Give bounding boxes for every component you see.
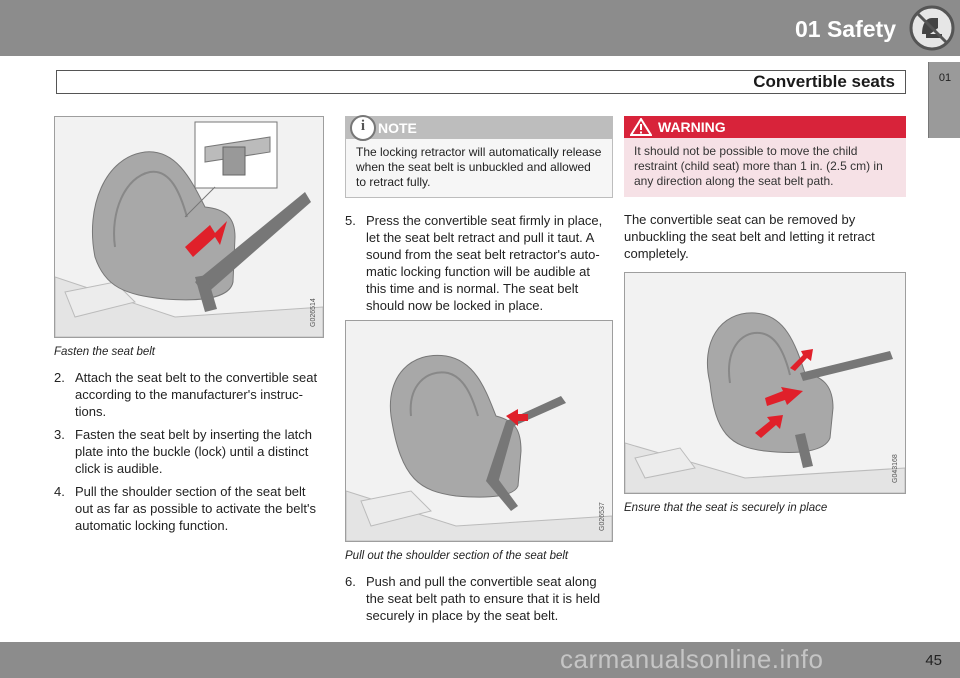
section-title: Convertible seats (753, 72, 895, 91)
page-number: 45 (925, 652, 942, 669)
figure-code: G026514 (310, 298, 317, 327)
figure-fasten-seat-belt (54, 116, 324, 338)
seat-illustration-1 (55, 117, 323, 337)
steps-list (345, 573, 613, 624)
step-number: 5. (345, 213, 356, 228)
list-item (54, 483, 324, 534)
watermark: carmanualsonline.info (560, 644, 824, 674)
warning-header (624, 116, 906, 138)
column-left (54, 116, 324, 540)
seat-illustration-3 (625, 273, 905, 493)
column-middle (345, 116, 613, 630)
figure-caption: Ensure that the seat is securely in place (624, 502, 828, 514)
note-label: NOTE (378, 120, 417, 136)
warning-box (624, 116, 906, 197)
warning-label: WARNING (658, 119, 726, 135)
list-item (54, 369, 324, 420)
figure-pull-shoulder-belt (345, 320, 613, 542)
list-item (345, 573, 613, 624)
steps-list (54, 369, 324, 534)
step-number: 3. (54, 427, 65, 442)
figure-code: G043168 (892, 454, 899, 483)
seat-illustration-2 (346, 321, 612, 541)
figure-seat-secure (624, 272, 906, 494)
step-number: 2. (54, 370, 65, 385)
note-header (346, 117, 612, 139)
chapter-tab (928, 62, 960, 138)
warning-text: It should not be possible to move the child restraint (child seat) more than 1 in. (2.5 cm) in any direction along the seat belt path. (634, 144, 883, 188)
step-text: Fasten the seat belt by inserting the latch plate into the buckle (lock) until a distinct click is audible. (75, 427, 313, 476)
info-icon: i (350, 115, 376, 141)
steps-list (345, 212, 613, 314)
step-number: 4. (54, 484, 65, 499)
paragraph: The convertible seat can be removed by unbuckling the seat belt and letting it retract completely. (624, 212, 875, 261)
step-text: Press the convertible seat firmly in place, let the seat belt retract and pull it taut. A sound from the seat belt retractor's auto-matic locking function will be audible at this time and is normal. The seat belt should now be locked in place. (366, 213, 603, 313)
no-child-seat-airbag-icon (908, 4, 956, 52)
step-text: Attach the seat belt to the convertible seat according to the manufacturer's instruc-tions. (75, 370, 318, 419)
column-right (624, 116, 906, 517)
chapter-tab-label: 01 (938, 72, 952, 84)
step-text: Pull the shoulder section of the seat belt out as far as possible to activate the belt's automatic locking function. (75, 484, 316, 533)
section-header (56, 70, 906, 94)
note-text: The locking retractor will automatically release when the seat belt is unbuckled and allowed to retract fully. (356, 145, 602, 189)
step-text: Push and pull the convertible seat along the seat belt path to ensure that it is held securely in place by the seat belt. (366, 574, 601, 623)
list-item (54, 426, 324, 477)
list-item (345, 212, 613, 314)
step-number: 6. (345, 574, 356, 589)
figure-code: G026537 (599, 502, 606, 531)
warning-triangle-icon (630, 118, 652, 136)
chapter-title: 01 Safety (794, 16, 896, 42)
header-bar (0, 0, 960, 56)
figure-caption: Fasten the seat belt (54, 346, 156, 358)
note-box (345, 116, 613, 198)
figure-caption: Pull out the shoulder section of the seat belt (345, 550, 569, 562)
